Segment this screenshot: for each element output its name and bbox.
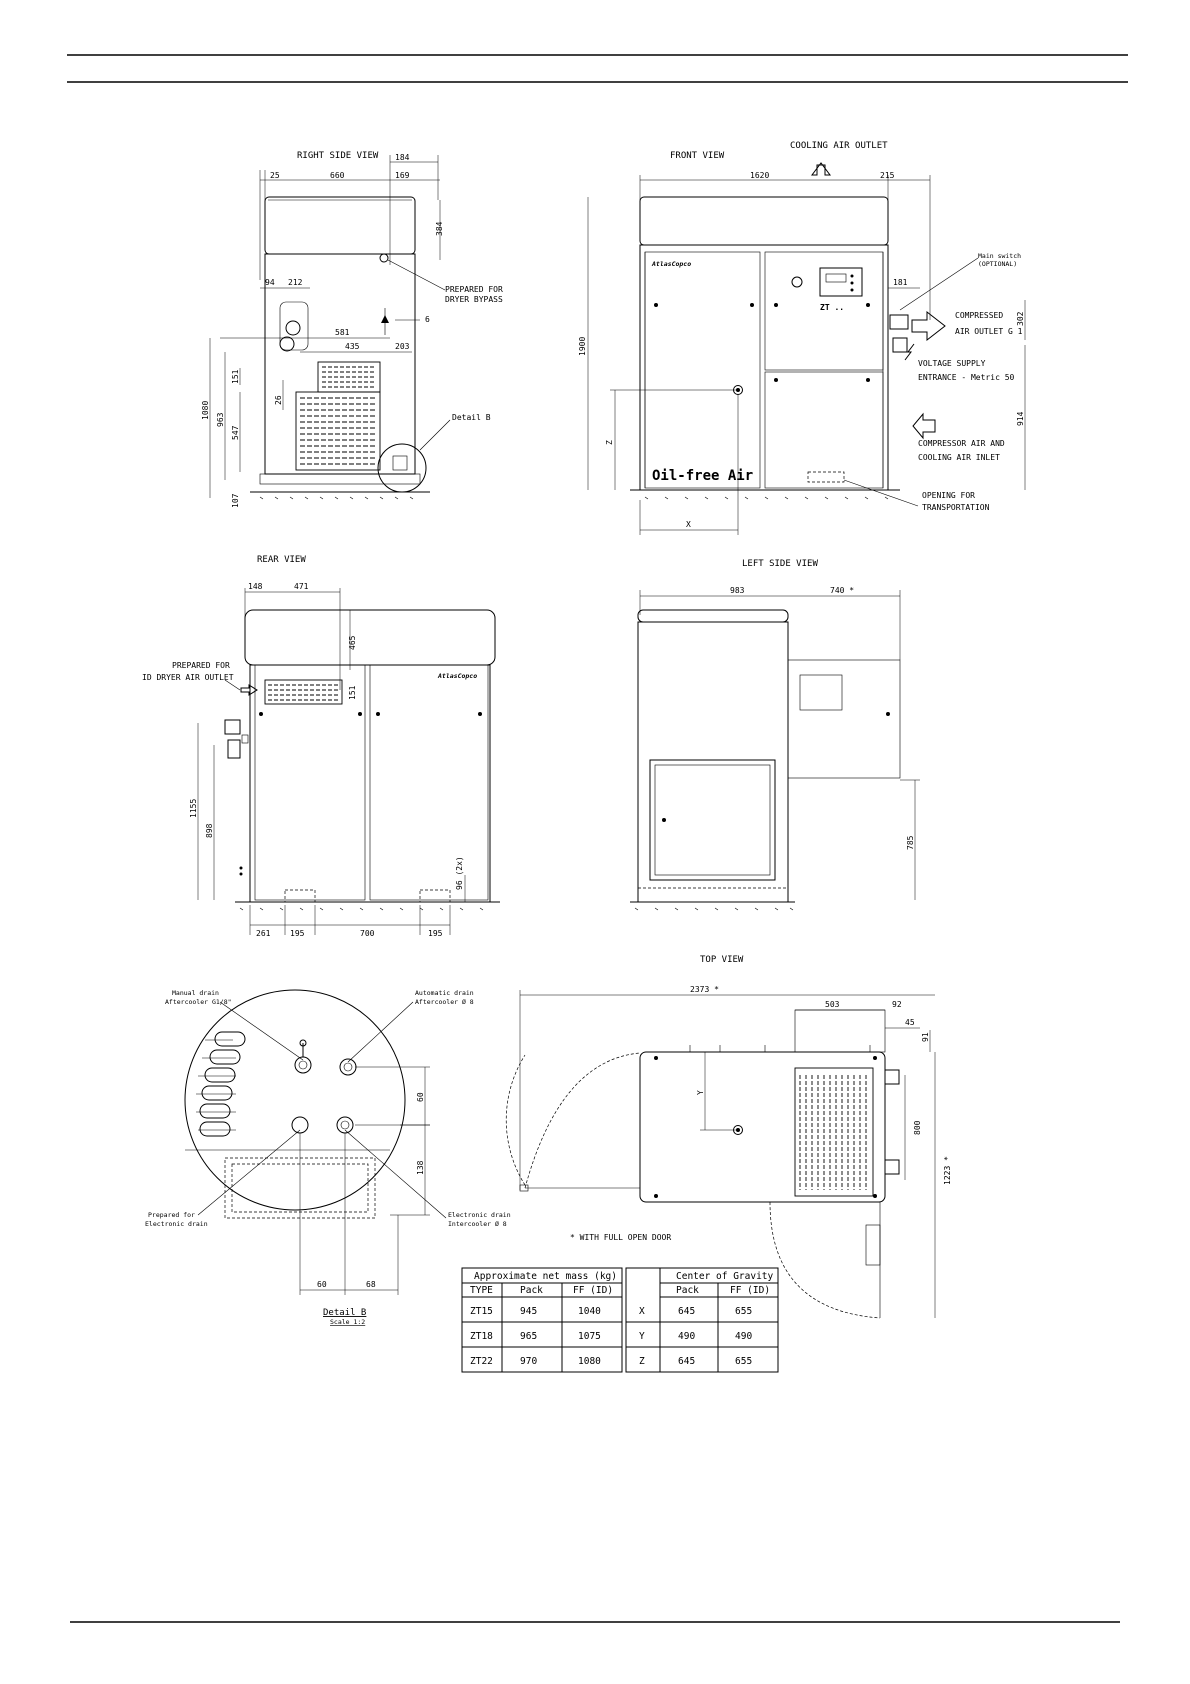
detail-b-scale: Scale 1:2 bbox=[330, 1318, 366, 1326]
cog-table-cell: 645 bbox=[678, 1306, 696, 1317]
cog-table-cell: Y bbox=[639, 1331, 645, 1342]
left-side-view bbox=[630, 559, 920, 910]
dim-91: 91 bbox=[921, 1032, 930, 1042]
right-side-view bbox=[201, 151, 503, 508]
electronic-drain-label-1: Electronic drain bbox=[448, 1211, 511, 1219]
dryer-bypass-label-2: DRYER BYPASS bbox=[445, 295, 503, 304]
mass-table bbox=[462, 1268, 622, 1372]
dim-94: 94 bbox=[265, 278, 275, 287]
cog-table-header-ff: FF (ID) bbox=[730, 1285, 771, 1296]
manual-drain-label-2: Aftercooler G1/8" bbox=[165, 998, 232, 1006]
cog-table-cell: 655 bbox=[735, 1306, 753, 1317]
prepared-drain-label-1: Prepared for bbox=[148, 1211, 195, 1219]
dim-184: 184 bbox=[395, 153, 410, 162]
dim-700: 700 bbox=[360, 929, 375, 938]
dryer-bypass-label-1: PREPARED FOR bbox=[445, 285, 503, 294]
dim-898: 898 bbox=[205, 823, 214, 838]
full-open-door-note: * WITH FULL OPEN DOOR bbox=[570, 1233, 672, 1242]
mass-table-cell: 965 bbox=[520, 1331, 538, 1342]
dim-261: 261 bbox=[256, 929, 271, 938]
dim-z: Z bbox=[605, 440, 614, 445]
dim-581: 581 bbox=[335, 328, 350, 337]
dim-1223: 1223 * bbox=[943, 1156, 952, 1185]
dim-92: 92 bbox=[892, 1000, 902, 1009]
dim-2373: 2373 * bbox=[690, 985, 719, 994]
dim-914: 914 bbox=[1016, 411, 1025, 426]
top-view-title: TOP VIEW bbox=[700, 955, 744, 965]
dim-503: 503 bbox=[825, 1000, 840, 1009]
detail-b bbox=[145, 989, 511, 1326]
dim-151: 151 bbox=[231, 369, 240, 384]
dim-195-b: 195 bbox=[428, 929, 443, 938]
mass-table-cell: 1040 bbox=[578, 1306, 601, 1317]
dim-45: 45 bbox=[905, 1018, 915, 1027]
cog-table-cell: 490 bbox=[678, 1331, 696, 1342]
mass-table-header-ff: FF (ID) bbox=[573, 1285, 614, 1296]
dim-435: 435 bbox=[345, 342, 360, 351]
compressed-outlet-label-2: AIR OUTLET G 1 bbox=[955, 327, 1023, 336]
mass-table-cell: 1075 bbox=[578, 1331, 601, 1342]
cog-table-header-pack: Pack bbox=[676, 1285, 699, 1296]
dim-983: 983 bbox=[730, 586, 745, 595]
mass-table-cell: 1080 bbox=[578, 1356, 601, 1367]
dim-x: X bbox=[686, 520, 691, 529]
dim-169: 169 bbox=[395, 171, 410, 180]
dim-384: 384 bbox=[435, 221, 444, 236]
mass-table-cell: 970 bbox=[520, 1356, 538, 1367]
cooling-air-outlet-label: COOLING AIR OUTLET bbox=[790, 141, 888, 151]
cog-table-cell: 645 bbox=[678, 1356, 696, 1367]
top-view bbox=[506, 955, 952, 1318]
dim-800: 800 bbox=[913, 1120, 922, 1135]
detail-dim-68: 68 bbox=[366, 1280, 376, 1289]
cog-table-cell: X bbox=[639, 1306, 645, 1317]
cog-table-cell: 655 bbox=[735, 1356, 753, 1367]
dim-465: 465 bbox=[348, 635, 357, 650]
dim-1080: 1080 bbox=[201, 400, 210, 420]
manual-drain-label-1: Manual drain bbox=[172, 989, 219, 997]
dim-963: 963 bbox=[216, 412, 225, 427]
right-side-view-title: RIGHT SIDE VIEW bbox=[297, 151, 379, 161]
front-oilfree-logo: Oil-free Air bbox=[652, 468, 754, 484]
dim-y: Y bbox=[696, 1090, 705, 1095]
main-switch-label-2: (OPTIONAL) bbox=[978, 260, 1018, 268]
dim-148: 148 bbox=[248, 582, 263, 591]
mass-table-title: Approximate net mass (kg) bbox=[474, 1271, 617, 1282]
electronic-drain-label-2: Intercooler Ø 8 bbox=[448, 1220, 507, 1228]
voltage-label-2: ENTRANCE - Metric 50 bbox=[918, 373, 1015, 382]
mass-table-cell: ZT18 bbox=[470, 1331, 493, 1342]
front-brand-logo: AtlasCopco bbox=[652, 260, 692, 268]
front-view bbox=[578, 141, 1025, 535]
dim-302: 302 bbox=[1016, 311, 1025, 326]
voltage-label-1: VOLTAGE SUPPLY bbox=[918, 359, 986, 368]
auto-drain-label-2: Aftercooler Ø 8 bbox=[415, 998, 474, 1006]
prepared-drain-label-2: Electronic drain bbox=[145, 1220, 208, 1228]
detail-b-callout: Detail B bbox=[452, 413, 491, 422]
dim-660: 660 bbox=[330, 171, 345, 180]
main-switch-label-1: Main switch bbox=[978, 252, 1022, 260]
dim-6: 6 bbox=[425, 315, 430, 324]
dim-471: 471 bbox=[294, 582, 309, 591]
dim-26: 26 bbox=[274, 395, 283, 405]
transport-opening-label-2: TRANSPORTATION bbox=[922, 503, 990, 512]
dryer-outlet-label-1: PREPARED FOR bbox=[172, 661, 230, 670]
front-model-label: ZT .. bbox=[820, 303, 845, 312]
detail-dim-60-v: 60 bbox=[416, 1092, 425, 1102]
detail-dim-60-h: 60 bbox=[317, 1280, 327, 1289]
rear-view bbox=[142, 555, 500, 938]
mass-table-cell: ZT15 bbox=[470, 1306, 493, 1317]
dim-25: 25 bbox=[270, 171, 280, 180]
inlet-label-2: COOLING AIR INLET bbox=[918, 453, 1000, 462]
dim-107: 107 bbox=[231, 493, 240, 508]
dim-181: 181 bbox=[893, 278, 908, 287]
mass-table-header-pack: Pack bbox=[520, 1285, 543, 1296]
dim-203: 203 bbox=[395, 342, 410, 351]
dryer-outlet-label-2: ID DRYER AIR OUTLET bbox=[142, 673, 234, 682]
dim-151-rear: 151 bbox=[348, 685, 357, 700]
mass-table-header-type: TYPE bbox=[470, 1285, 493, 1296]
dim-740: 740 * bbox=[830, 586, 855, 595]
rear-brand-logo: AtlasCopco bbox=[438, 672, 478, 680]
mass-table-cell: ZT22 bbox=[470, 1356, 493, 1367]
auto-drain-label-1: Automatic drain bbox=[415, 989, 474, 997]
dim-195-a: 195 bbox=[290, 929, 305, 938]
compressed-outlet-label-1: COMPRESSED bbox=[955, 311, 1004, 320]
dim-547: 547 bbox=[231, 425, 240, 440]
detail-b-title: Detail B bbox=[323, 1308, 367, 1318]
rear-view-title: REAR VIEW bbox=[257, 555, 306, 565]
dim-215: 215 bbox=[880, 171, 895, 180]
dim-785: 785 bbox=[906, 835, 915, 850]
mass-table-cell: 945 bbox=[520, 1306, 538, 1317]
dim-1900: 1900 bbox=[578, 336, 587, 356]
cog-table bbox=[626, 1268, 778, 1372]
dim-1620: 1620 bbox=[750, 171, 770, 180]
dim-96: 96 (2x) bbox=[455, 856, 464, 890]
dim-212: 212 bbox=[288, 278, 303, 287]
detail-dim-138: 138 bbox=[416, 1160, 425, 1175]
front-view-title: FRONT VIEW bbox=[670, 151, 725, 161]
cog-table-title: Center of Gravity bbox=[676, 1271, 774, 1282]
transport-opening-label-1: OPENING FOR bbox=[922, 491, 975, 500]
dim-1155: 1155 bbox=[189, 798, 198, 818]
inlet-label-1: COMPRESSOR AIR AND bbox=[918, 439, 1005, 448]
left-side-view-title: LEFT SIDE VIEW bbox=[742, 559, 818, 569]
cog-table-cell: Z bbox=[639, 1356, 645, 1367]
cog-table-cell: 490 bbox=[735, 1331, 753, 1342]
